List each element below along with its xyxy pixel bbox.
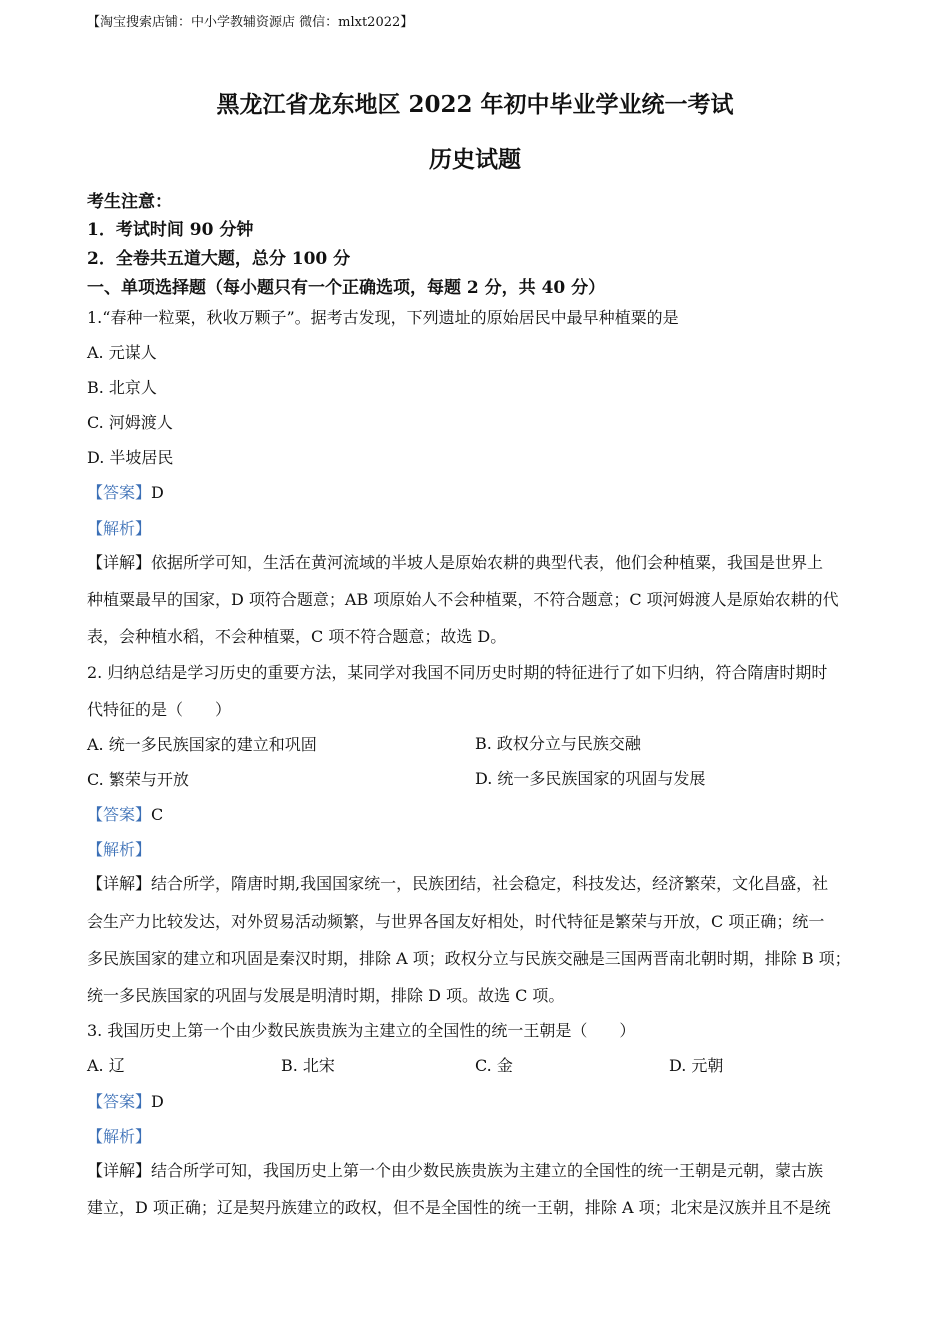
q2-option-c: C. 繁荣与开放 [87, 770, 189, 789]
q1-detail [87, 553, 823, 573]
answer-value: D [151, 1092, 164, 1111]
q2-option-b: B. 政权分立与民族交融 [475, 734, 641, 753]
q3-option-a: A. 辽 [87, 1056, 125, 1075]
q1-answer [87, 483, 164, 503]
section-heading: 一、单项选择题（每小题只有一个正确选项，每题 2 分，共 40 分） [87, 278, 606, 298]
question-3-stem: 3. 我国历史上第一个由少数民族贵族为主建立的全国性的统一王朝是（ ） [87, 1021, 636, 1040]
detail-label: 【详解】 [87, 874, 152, 893]
q1-detail-line: 表，会种植水稻，不会种植粟，C 项不符合题意；故选 D。 [87, 627, 507, 646]
answer-label: 【答案】 [87, 483, 152, 502]
q2-detail [87, 874, 828, 894]
q3-option-c: C. 金 [475, 1056, 513, 1075]
detail-label: 【详解】 [87, 553, 152, 572]
exam-subtitle: 历史试题 [429, 146, 521, 173]
q2-analysis-label: 【解析】 [87, 840, 152, 859]
q2-option-a: A. 统一多民族国家的建立和巩固 [87, 735, 317, 754]
q1-analysis-label: 【解析】 [87, 519, 152, 538]
q3-answer [87, 1092, 164, 1112]
q3-option-b: B. 北宋 [281, 1056, 335, 1075]
q2-detail-line: 多民族国家的建立和巩固是秦汉时期，排除 A 项；政权分立与民族交融是三国两晋南北朝时期，排除 B 项； [87, 949, 851, 968]
q2-answer [87, 805, 163, 825]
q1-option-a: A. 元谋人 [87, 343, 157, 362]
q2-option-d: D. 统一多民族国家的巩固与发展 [475, 769, 706, 788]
notice-heading: 考生注意： [87, 192, 172, 212]
answer-value: C [151, 805, 164, 824]
answer-label: 【答案】 [87, 805, 152, 824]
q3-detail-line: 建立，D 项正确；辽是契丹族建立的政权，但不是全国性的统一王朝，排除 A 项；北宋是汉族并且不是统 [87, 1198, 831, 1217]
exam-title: 黑龙江省龙东地区 2022 年初中毕业学业统一考试 [216, 91, 734, 118]
detail-label: 【详解】 [87, 1161, 152, 1180]
notice-item: 2．全卷共五道大题，总分 100 分 [87, 249, 351, 269]
notice-item: 1．考试时间 90 分钟 [87, 220, 254, 240]
answer-value: D [151, 483, 164, 502]
q2-detail-line: 统一多民族国家的巩固与发展是明清时期，排除 D 项。故选 C 项。 [87, 986, 565, 1005]
q3-option-d: D. 元朝 [669, 1056, 724, 1075]
watermark-header: 【淘宝搜索店铺：中小学教辅资源店 微信：mlxt2022】 [87, 15, 414, 30]
q2-detail-line: 会生产力比较发达，对外贸易活动频繁，与世界各国友好相处，时代特征是繁荣与开放，C 项正确；统一 [87, 912, 825, 931]
q3-analysis-label: 【解析】 [87, 1127, 152, 1146]
question-2-stem: 2. 归纳总结是学习历史的重要方法，某同学对我国不同历史时期的特征进行了如下归纳，符合隋唐时期时 [87, 663, 828, 682]
detail-text: 结合所学可知，我国历史上第一个由少数民族贵族为主建立的全国性的统一王朝是元朝，蒙古族 [151, 1161, 824, 1180]
question-2-stem-cont: 代特征的是（ ） [87, 700, 232, 719]
answer-label: 【答案】 [87, 1092, 152, 1111]
question-1-stem: 1.“春种一粒粟，秋收万颗子”。据考古发现，下列遗址的原始居民中最早种植粟的是 [87, 308, 679, 327]
q1-option-d: D. 半坡居民 [87, 448, 174, 467]
q3-detail [87, 1161, 823, 1181]
detail-text: 结合所学，隋唐时期,我国国家统一，民族团结，社会稳定，科技发达，经济繁荣，文化昌盛，社 [151, 874, 829, 893]
q1-detail-line: 种植粟最早的国家，D 项符合题意；AB 项原始人不会种植粟，不符合题意；C 项河姆渡人是原始农耕的代 [87, 590, 839, 609]
q1-option-c: C. 河姆渡人 [87, 413, 173, 432]
q1-option-b: B. 北京人 [87, 378, 157, 397]
detail-text: 依据所学可知，生活在黄河流域的半坡人是原始农耕的典型代表，他们会种植粟，我国是世界上 [151, 553, 824, 572]
